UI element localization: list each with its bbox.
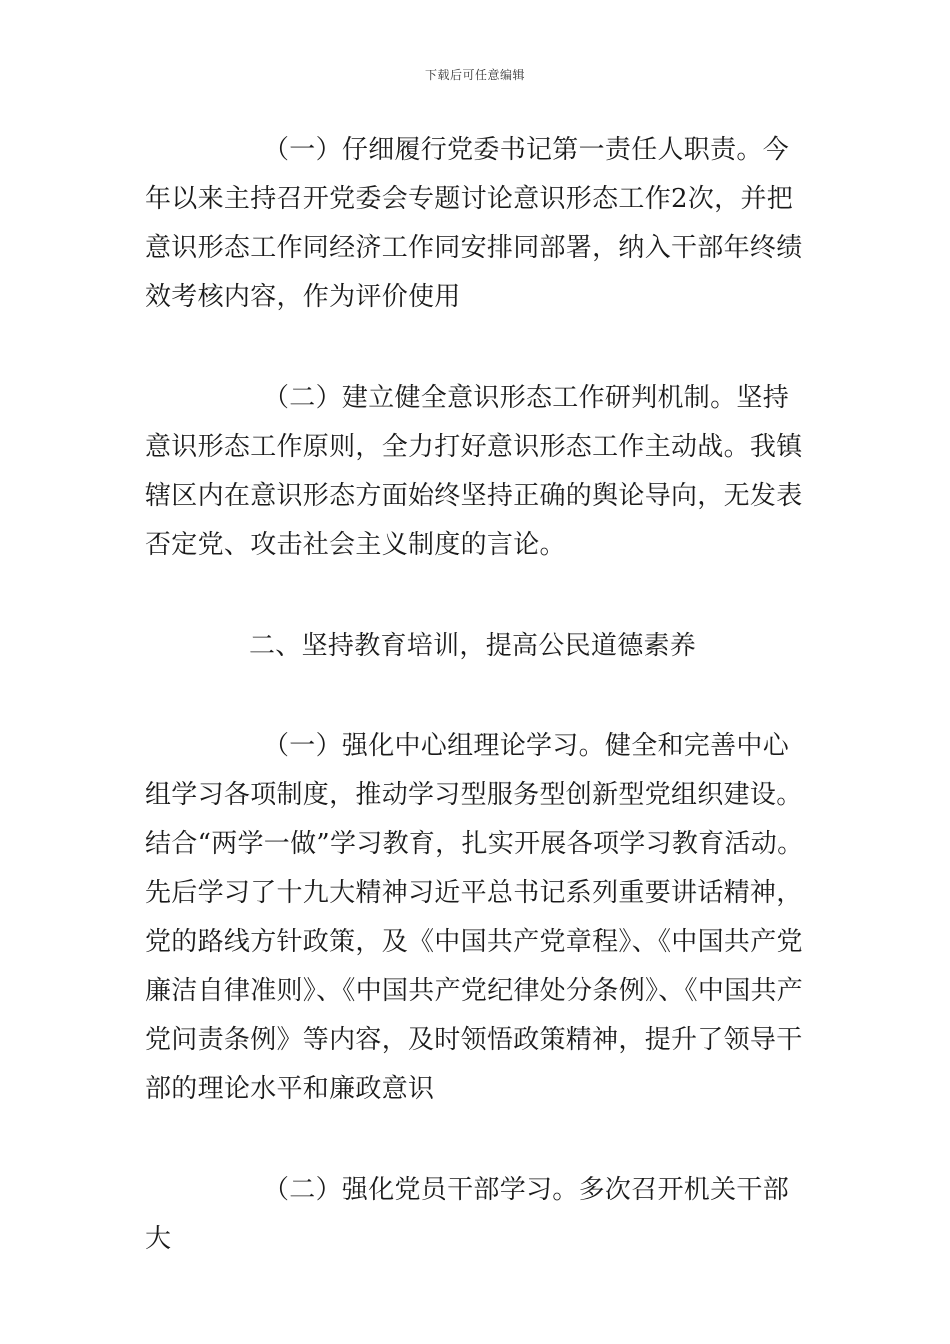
paragraph-central-group-study: （一）强化中心组理论学习。健全和完善中心组学习各项制度，推动学习型服务型创新型党组织建设。结合“两学一做”学习教育，扎实开展各项学习教育活动。先后学习了十九大精神习近平总书记系列重要讲话精神，党的路线方针政策，及《中国共产党章程》、《中国共产党廉洁自律准则》、《中国共产党纪律处分条例》、《中国共产党问责条例》等内容，及时领悟政策精神，提升了领导干部的理论水平和廉政意识 bbox=[145, 731, 804, 1104]
paragraph-cadre-study: （二）强化党员干部学习。多次召开机关干部大 bbox=[145, 1175, 790, 1254]
header-note: 下载后可任意编辑 bbox=[424, 68, 525, 82]
paragraph-responsibility: （一）仔细履行党委书记第一责任人职责。今年以来主持召开党委会专题讨论意识形态工作2次，并把意识形态工作同经济工作同安排同部署，纳入干部年终绩效考核内容，作为评价使用 bbox=[145, 135, 803, 312]
paragraph-mechanism: （二）建立健全意识形态工作研判机制。坚持意识形态工作原则，全力打好意识形态工作主动战。我镇辖区内在意识形态方面始终坚持正确的舆论导向，无发表否定党、攻击社会主义制度的言论。 bbox=[145, 383, 803, 560]
section-heading: 二、坚持教育培训，提高公民道德素养 bbox=[249, 631, 697, 661]
